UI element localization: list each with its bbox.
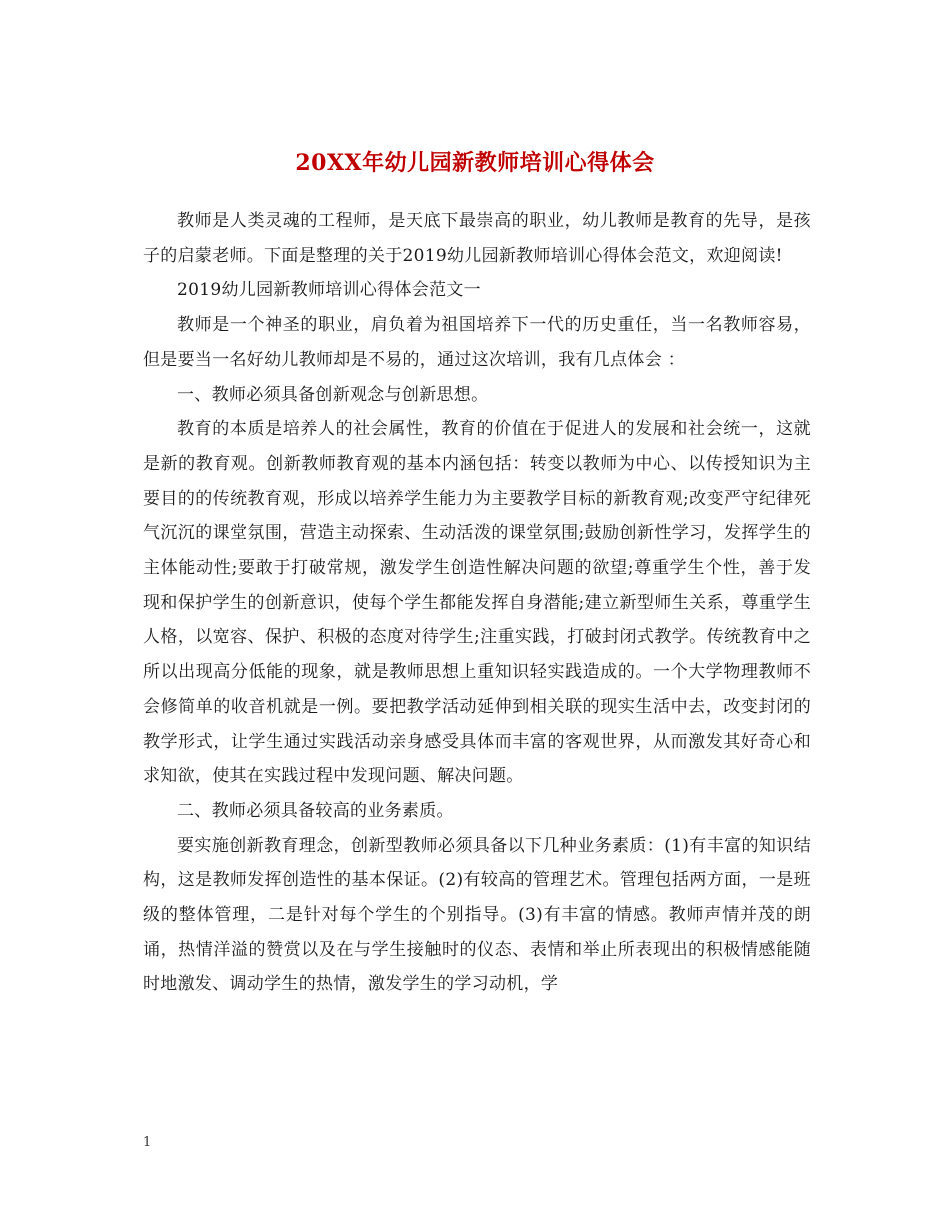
document-body — [143, 204, 811, 1002]
paragraph-section-heading: 2019幼儿园新教师培训心得体会范文一 — [177, 280, 481, 301]
paragraph-point-two-body: 要实施创新教育理念，创新型教师必须具备以下几种业务素质：(1)有丰富的知识结构，这是教师发挥创造性的基本保证。(2)有较高的管理艺术。管理包括两方面，一是班级的整体管理，二是针对每个学生的个别指导。(3)有丰富的情感。教师声情并茂的朗诵，热情洋溢的赞赏以及在与学生接触时的仪态、表情和举止所表现出的积极情感能随时地激发、调动学生的热情，激发学生的学习动机，学 — [143, 835, 811, 995]
paragraph-intro: 教师是人类灵魂的工程师，是天底下最崇高的职业，幼儿教师是教育的先导，是孩子的启蒙老师。下面是整理的关于2019幼儿园新教师培训心得体会范文，欢迎阅读! — [143, 211, 811, 266]
document-title: 20XX年幼儿园新教师培训心得体会 — [295, 149, 655, 176]
paragraph-point-one-body: 教育的本质是培养人的社会属性，教育的价值在于促进人的发展和社会统一，这就是新的教育观。创新教师教育观的基本内涵包括：转变以教师为中心、以传授知识为主要目的的传统教育观，形成以培养学生能力为主要教学目标的新教育观;改变严守纪律死气沉沉的课堂氛围，营造主动探索、生动活泼的课堂氛围;鼓励创新性学习，发挥学生的主体能动性;要敢于打破常规，激发学生创造性解决问题的欲望;尊重学生个性，善于发现和保护学生的创新意识，使每个学生都能发挥自身潜能;建立新型师生关系，尊重学生人格，以宽容、保护、积极的态度对待学生;注重实践，打破封闭式教学。传统教育中之所以出现高分低能的现象，就是教师思想上重知识轻实践造成的。一个大学物理教师不会修简单的收音机就是一例。要把教学活动延伸到相关联的现实生活中去，改变封闭的教学形式，让学生通过实践活动亲身感受具体而丰富的客观世界，从而激发其好奇心和求知欲，使其在实践过程中发现问题、解决问题。 — [143, 419, 811, 787]
paragraph-point-one-heading: 一、教师必须具备创新观念与创新思想。 — [177, 384, 489, 405]
page-number: 1 — [143, 1135, 152, 1150]
paragraph-point-two-heading: 二、教师必须具备较高的业务素质。 — [177, 800, 454, 821]
paragraph-opening: 教师是一个神圣的职业，肩负着为祖国培养下一代的历史重任，当一名教师容易，但是要当一名好幼儿教师却是不易的，通过这次培训，我有几点体会 ： — [143, 315, 811, 370]
